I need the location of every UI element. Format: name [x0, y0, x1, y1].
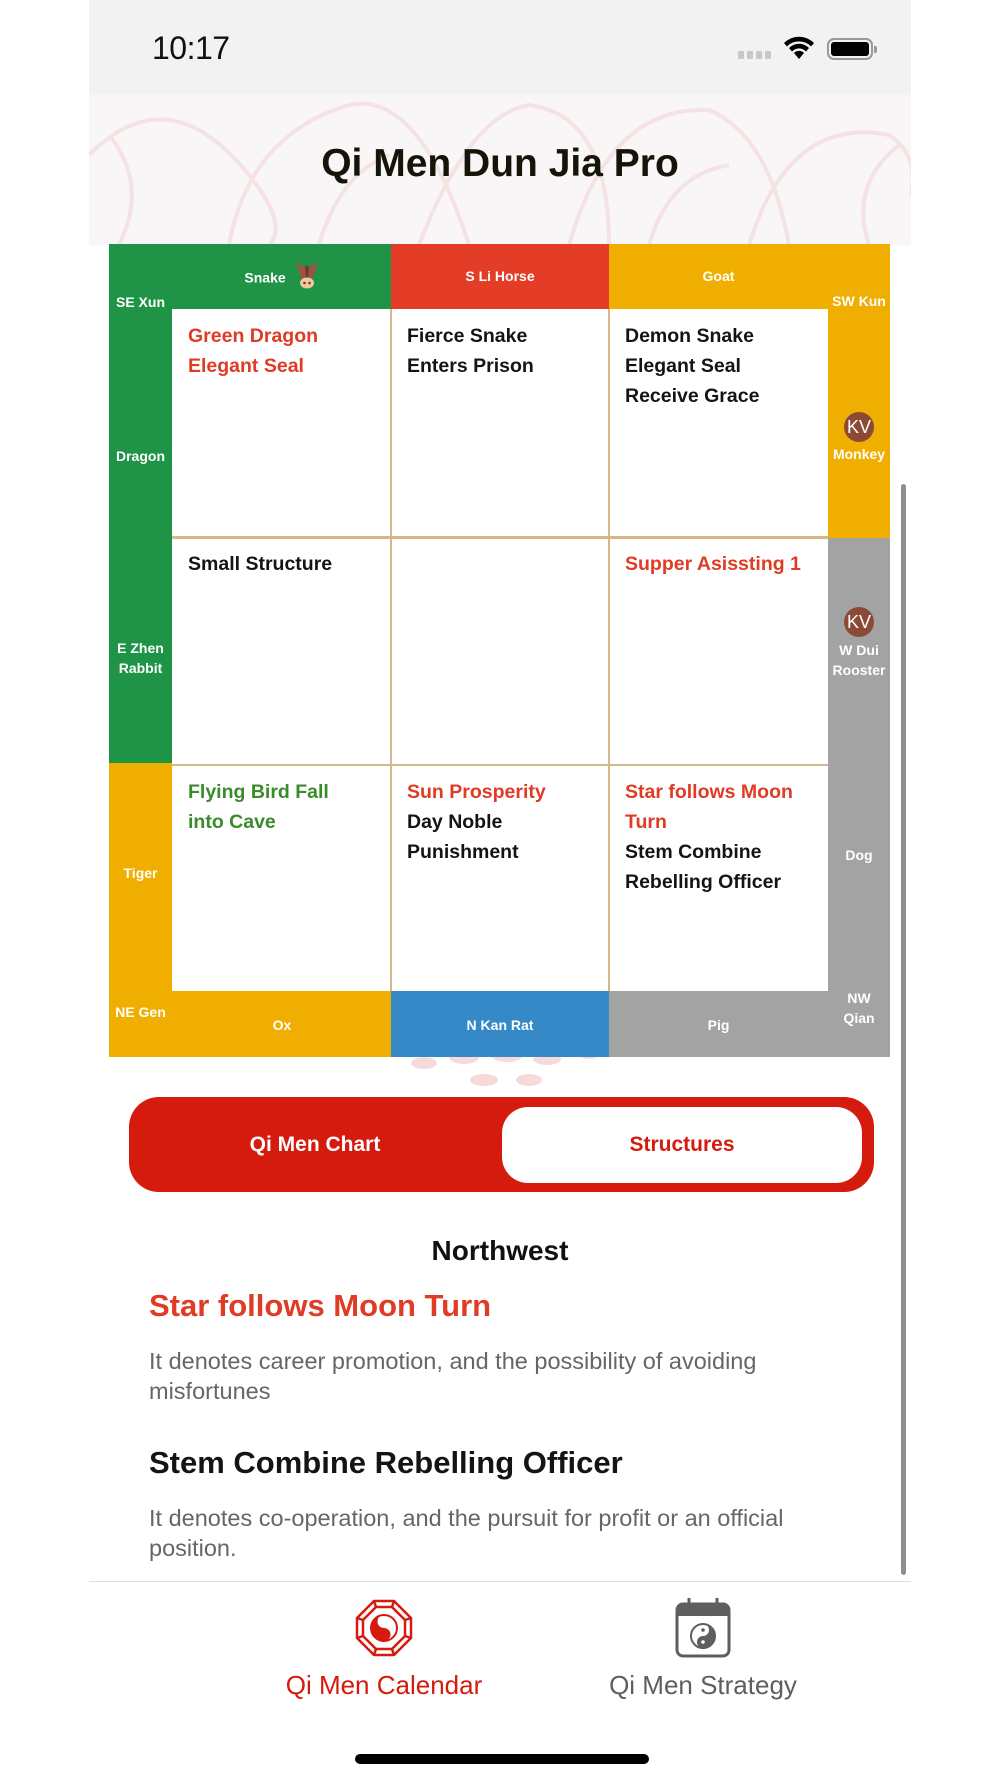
label-snake-text: Snake: [244, 269, 286, 286]
battery-icon: [827, 38, 873, 60]
label-sw-kun: SW Kun: [832, 293, 886, 309]
palace-cell-bottom-right[interactable]: [609, 765, 828, 991]
grid-divider: [390, 309, 392, 991]
tab-label: Qi Men Strategy: [609, 1670, 797, 1700]
cellular-signal-icon: [738, 51, 771, 59]
structure-line: Supper Asissting 1: [625, 553, 801, 575]
qimen-grid: [109, 244, 890, 1057]
phone-screen: [89, 0, 911, 1778]
horse-head-icon: [294, 258, 320, 292]
structure-line: Small Structure: [188, 553, 333, 575]
view-segmented-control: [129, 1097, 874, 1192]
structure-line: Fierce Snake: [407, 325, 528, 347]
label-dog: Dog: [845, 847, 873, 863]
direction-title: Northwest: [431, 1235, 569, 1266]
palace-cell-bottom-center[interactable]: [391, 765, 609, 991]
label-nw-qian: [828, 988, 890, 1028]
palace-cell-bottom-left[interactable]: [172, 765, 391, 991]
grid-divider: [172, 536, 828, 539]
label-rabbit: Rabbit: [118, 660, 163, 676]
band-right-upper: [828, 244, 890, 538]
grid-divider: [172, 764, 828, 766]
grid-divider: [608, 309, 610, 991]
tab-qi-men-strategy[interactable]: [553, 1598, 853, 1701]
structure-line: Day Noble: [407, 811, 503, 833]
label-snake: [172, 266, 392, 292]
structure-line: Flying Bird Fall: [188, 781, 329, 803]
kv-badge-rooster: KV: [844, 607, 874, 637]
structure-description: It denotes career promotion, and the possibility of avoiding misfortunes: [149, 1348, 757, 1404]
tab-bar-divider: [89, 1581, 911, 1582]
status-time: 10:17: [152, 30, 230, 66]
structure-line: Demon Snake: [625, 325, 754, 347]
tab-qi-men-calendar[interactable]: [234, 1598, 534, 1701]
structure-line: Sun Prosperity: [407, 781, 546, 803]
structure-name: Stem Combine Rebelling Officer: [149, 1445, 623, 1480]
structure-line: into Cave: [188, 811, 276, 833]
structure-line: Stem Combine: [625, 841, 762, 863]
structure-line: Elegant Seal: [188, 355, 304, 377]
structure-line: Star follows Moon: [625, 781, 793, 803]
segment-qi-men-chart[interactable]: Qi Men Chart: [249, 1133, 381, 1156]
tab-label: Qi Men Calendar: [285, 1670, 483, 1700]
palace-cell-center[interactable]: [391, 537, 609, 765]
bagua-icon: [354, 1598, 414, 1658]
label-monkey: Monkey: [832, 446, 886, 462]
palace-cell-top-center[interactable]: [391, 309, 609, 537]
label-tiger: Tiger: [123, 865, 158, 881]
palace-cell-middle-right[interactable]: [609, 537, 828, 765]
structure-line: Turn: [625, 811, 667, 833]
yin-yang-calendar-icon: [673, 1598, 733, 1658]
structure-name: Star follows Moon Turn: [149, 1288, 492, 1323]
structure-line: Enters Prison: [407, 355, 534, 377]
label-se-xun: SE Xun: [115, 294, 165, 310]
vertical-scrollbar[interactable]: [901, 484, 906, 1575]
label-s-li-horse: S Li Horse: [465, 268, 535, 284]
palace-cell-top-right[interactable]: [609, 309, 828, 537]
structure-description: It denotes co-operation, and the pursuit for profit or an official position.: [149, 1505, 784, 1561]
label-e-zhen: E Zhen: [117, 640, 164, 656]
kv-badge-monkey: KV: [844, 412, 874, 442]
label-nw: NW: [847, 990, 871, 1006]
label-w-dui-rooster: [828, 640, 890, 680]
label-n-kan-rat: N Kan Rat: [466, 1017, 534, 1033]
structure-line: Rebelling Officer: [625, 871, 782, 893]
band-left-upper: [109, 244, 172, 763]
status-bar: [89, 0, 911, 95]
structure-line: Green Dragon: [188, 325, 319, 347]
segment-structures[interactable]: Structures: [502, 1107, 862, 1183]
wifi-icon: [782, 34, 816, 60]
home-indicator[interactable]: [355, 1754, 649, 1764]
label-pig: Pig: [707, 1017, 730, 1033]
label-e-zhen-rabbit: [109, 638, 172, 678]
app-title: Qi Men Dun Jia Pro: [321, 142, 679, 185]
label-dragon: Dragon: [116, 448, 165, 464]
palace-cell-top-left[interactable]: [172, 309, 391, 537]
structure-line: Punishment: [407, 841, 519, 863]
label-ox: Ox: [272, 1017, 292, 1033]
palace-cell-middle-left[interactable]: [172, 537, 391, 765]
label-w-dui: W Dui: [839, 642, 879, 658]
label-ne-gen: NE Gen: [115, 1004, 166, 1020]
label-rooster: Rooster: [832, 662, 886, 678]
label-qian: Qian: [843, 1010, 875, 1026]
label-goat: Goat: [702, 268, 735, 284]
structure-line: Elegant Seal: [625, 355, 741, 377]
palace-grid: [172, 309, 828, 991]
structure-line: Receive Grace: [625, 385, 760, 407]
